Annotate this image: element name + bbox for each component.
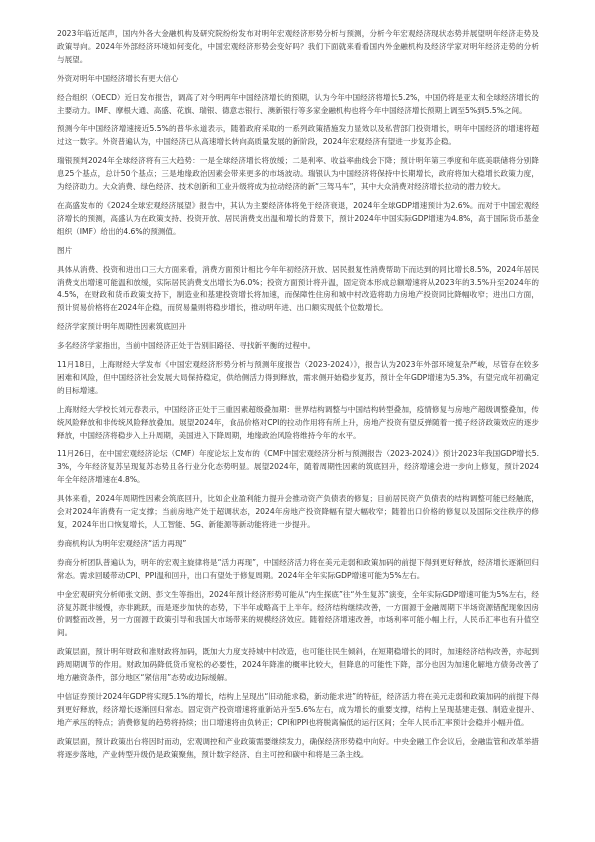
paragraph-cmf-report: 11月26日，在中国宏观经济论坛（CMF）年度论坛上发布的《CMF中国宏观经济分析与预测报告（2023-2024）》预计2023年我国GDP增长5.3%，今年经济复苏呈现复苏态势且各行业分化态势明显。展望2024年，随着周期性因素的筑底回升，经济增速会进一步向上修复，预计2024年全年经济增速在4.8%。 — [57, 449, 539, 485]
section-heading-foreign-confidence: 外资对明年中国经济增长有更大信心 — [57, 73, 179, 83]
section-heading-economists: 经济学家预计明年周期性因素筑底回升 — [57, 322, 187, 332]
paragraph-pwc: 预测今年中国经济增速接近5.5%的普华永道表示，随着政府采取的一系列政策措施发力显效以及私营部门投资增长，明年中国经济的增速将超过这一数字。外资普遍认为，中国经济已从高速增长转向高质量发展的新阶段，2024年宏观经济有望进一步复苏企稳。 — [57, 124, 539, 147]
paragraph-goldman: 在高盛发布的《2024全球宏观经济展望》报告中，其认为主要经济体将免于经济衰退，2024年全球GDP增速预计为2.6%。而对于中国宏观经济增长的预测，高盛认为在政策支持、投资开放、居民消费支出温和增长的背景下，预计2024年中国实际GDP增速为4.8%，高于国际货币基金组织（IMF）给出的4.6%的预测值。 — [57, 200, 539, 236]
paragraph-ubs: 瑞银预判2024年全球经济将有三大趋势：一是全球经济增长将放缓；二是利率、收益率曲线会下降；预计明年第三季度和年底美联储将分别降息25个基点，总计50个基点；三是地缘政治因素会带来更多的市场波动。瑞银认为中国经济将保持中长期增长，政府将加大稳增长政策力度，为经济助力。大众消费、绿色经济、技术创新和工业升级将成为拉动经济的新“三驾马车”，其中大众消费对经济增长拉动的潜力较大。 — [57, 156, 539, 192]
paragraph-fiscal-policy: 政策层面，预计明年财政和准财政将加码，既加大力度支持城中村改造，也可能往民生倾斜，在短期稳增长的同时，加速经济结构改善，亦起到跨周期调节的作用。财政加码降低货币宽松的必要性，2024年降准的概率比较大，但降息的可能性下降，部分也因为加速化解地方债务改善了地方融资条件，部分地区“紧信用”态势或边际缓解。 — [57, 647, 539, 683]
section-heading-brokers: 券商机构认为明年宏观经济“活力再现” — [57, 538, 187, 548]
intro-paragraph: 2023年临近尾声，国内外各大金融机构及研究院纷纷发布对明年宏观经济形势分析与预测，分析今年宏观经济现状态势并展望明年经济走势及政策导向。2024年外部经济环境如何变化，中国宏观经济形势会变好吗？我们下面就来看看国内外金融机构及经济学家对明年经济走势的分析与展望。 — [57, 29, 539, 64]
image-placeholder-label: 图片 — [57, 245, 73, 255]
paragraph-brokers-view: 券商分析团队普遍认为，明年的宏观主旋律将是“活力再现”，中国经济活力将在美元走弱和政策加码的前提下得到更好释放，经济增长逐渐回归常态。需求回暖带动CPI、PPI温和回升，出口有望处于修复周期。2024年全年实际GDP增速可能为5%左右。 — [57, 557, 539, 580]
article-body — [57, 28, 539, 762]
paragraph-cicc: 中金宏观研究分析师张文朗、彭文生等指出，2024年预计经济形势可能从“内生探底”往“外生复苏”演变，全年实际GDP增速可能为5%左右，经济复苏既非缓慢，亦非跳跃，而是逐步加快的态势，下半年或略高于上半年。经济结构继续改善，一方面源于金融周期下半场资源错配现象因房价调整而改善，另一方面源于政策引导和我国大市场带来的规模经济效应。随着经济增速改善，市场利率可能小幅上行，人民币汇率也有升值空间。 — [57, 589, 539, 638]
paragraph-oecd: 经合组织（OECD）近日发布报告，调高了对今明两年中国经济增长的预期，认为今年中国经济将增长5.2%，中国仍将是亚太和全球经济增长的主要动力。IMF、摩根大通、高盛、花旗、瑞银、德意志银行、澳新银行等多家金融机构也将今年中国经济增长预期上调至5%到5.5%之间。 — [57, 92, 539, 115]
paragraph-cyclical-factors: 具体来看，2024年周期性因素会筑底回升，比如企业盈利能力提升会推动资产负债表的修复；目前居民资产负债表的结构调整可能已经触底，会对2024年消费有一定支撑；当前房地产处于超调状态，2024年房地产投资降幅有望大幅收窄；随着出口价格的修复以及国际交往秩序的修复，2024年出口恢复增长，人工智能、5G、新能源等新动能将进一步提升。 — [57, 494, 539, 529]
paragraph-consumption-investment: 具体从消费、投资和进出口三大方面来看，消费方面预计相比今年年初经济开放、居民报复性消费帮助下而达到的同比增长8.5%，2024年居民消费支出增速可能温和放缓，实际居民消费支出增长为6.0%；投资方面预计将升温，固定资本形成总额增速将从2023年的3.5%升至2024年的4.5%，在财政和货币政策支持下，制造业和基建投资增长将加速，而保障性住房和城中村改造将助力房地产投资同比降幅收窄；进出口方面，预计贸易价格将在2024年企稳，而贸易量则将稳步增长，推动明年进、出口额实现低个位数增长。 — [57, 264, 539, 313]
paragraph-policy-outlook: 政策层面，预计政策出台将因时而动，宏观调控和产业政策需要继续发力，确保经济形势稳中向好。中央金融工作会议后，金融监管和改革举措将逐步落地，产业转型升级仍是政策聚焦，预计数字经济、自主可控和碳中和将是三条主线。 — [57, 736, 539, 759]
paragraph-economists-view: 多名经济学家指出，当前中国经济正处于告别旧路径、寻找新平衡的过程中。 — [57, 341, 316, 351]
paragraph-liu-yuanchun: 上海财经大学校长刘元春表示，中国经济正处于三重因素超级叠加期：世界结构调整与中国结构转型叠加，疫情修复与房地产超级调整叠加，传统风险释放和非传统风险释放叠加。展望2024年，食品价格对CPI的拉动作用将有所上升，房地产投资有望反弹随着一揽子经济政策效应的逐步释放，中国经济将稳步入上升周期，美国进入下降周期，地缘政治风险将维持今年的水平。 — [57, 404, 539, 440]
paragraph-sufe-report: 11月18日，上海财经大学发布《中国宏观经济形势分析与预测年度报告（2023-2024）》，报告认为2023年外部环境复杂严峻，尽管存在较多困难和风险，但中国经济社会发展大局保持稳定，供给侧活力得到释放，需求侧开始稳步复苏，预计全年GDP增速为5.3%，有望完成年初确定的目标增速。 — [57, 360, 539, 395]
paragraph-citic: 中信证券预计2024年GDP将实现5.1%的增长，结构上呈现出“旧动能求稳，新动能求进”的特征，经济活力将在美元走弱和政策加码的前提下得到更好释放，经济增长逐渐回归常态。固定资产投资增速将重新站升至5.6%左右，成为增长的重要支撑，结构上呈现基建走强、制造业提升、地产承压的特点；消费修复的趋势将持续；出口增速将由负转正；CPI和PPI也将脱离偏低的运行区间；全年人民币汇率预计会稳并小幅升值。 — [57, 691, 539, 727]
